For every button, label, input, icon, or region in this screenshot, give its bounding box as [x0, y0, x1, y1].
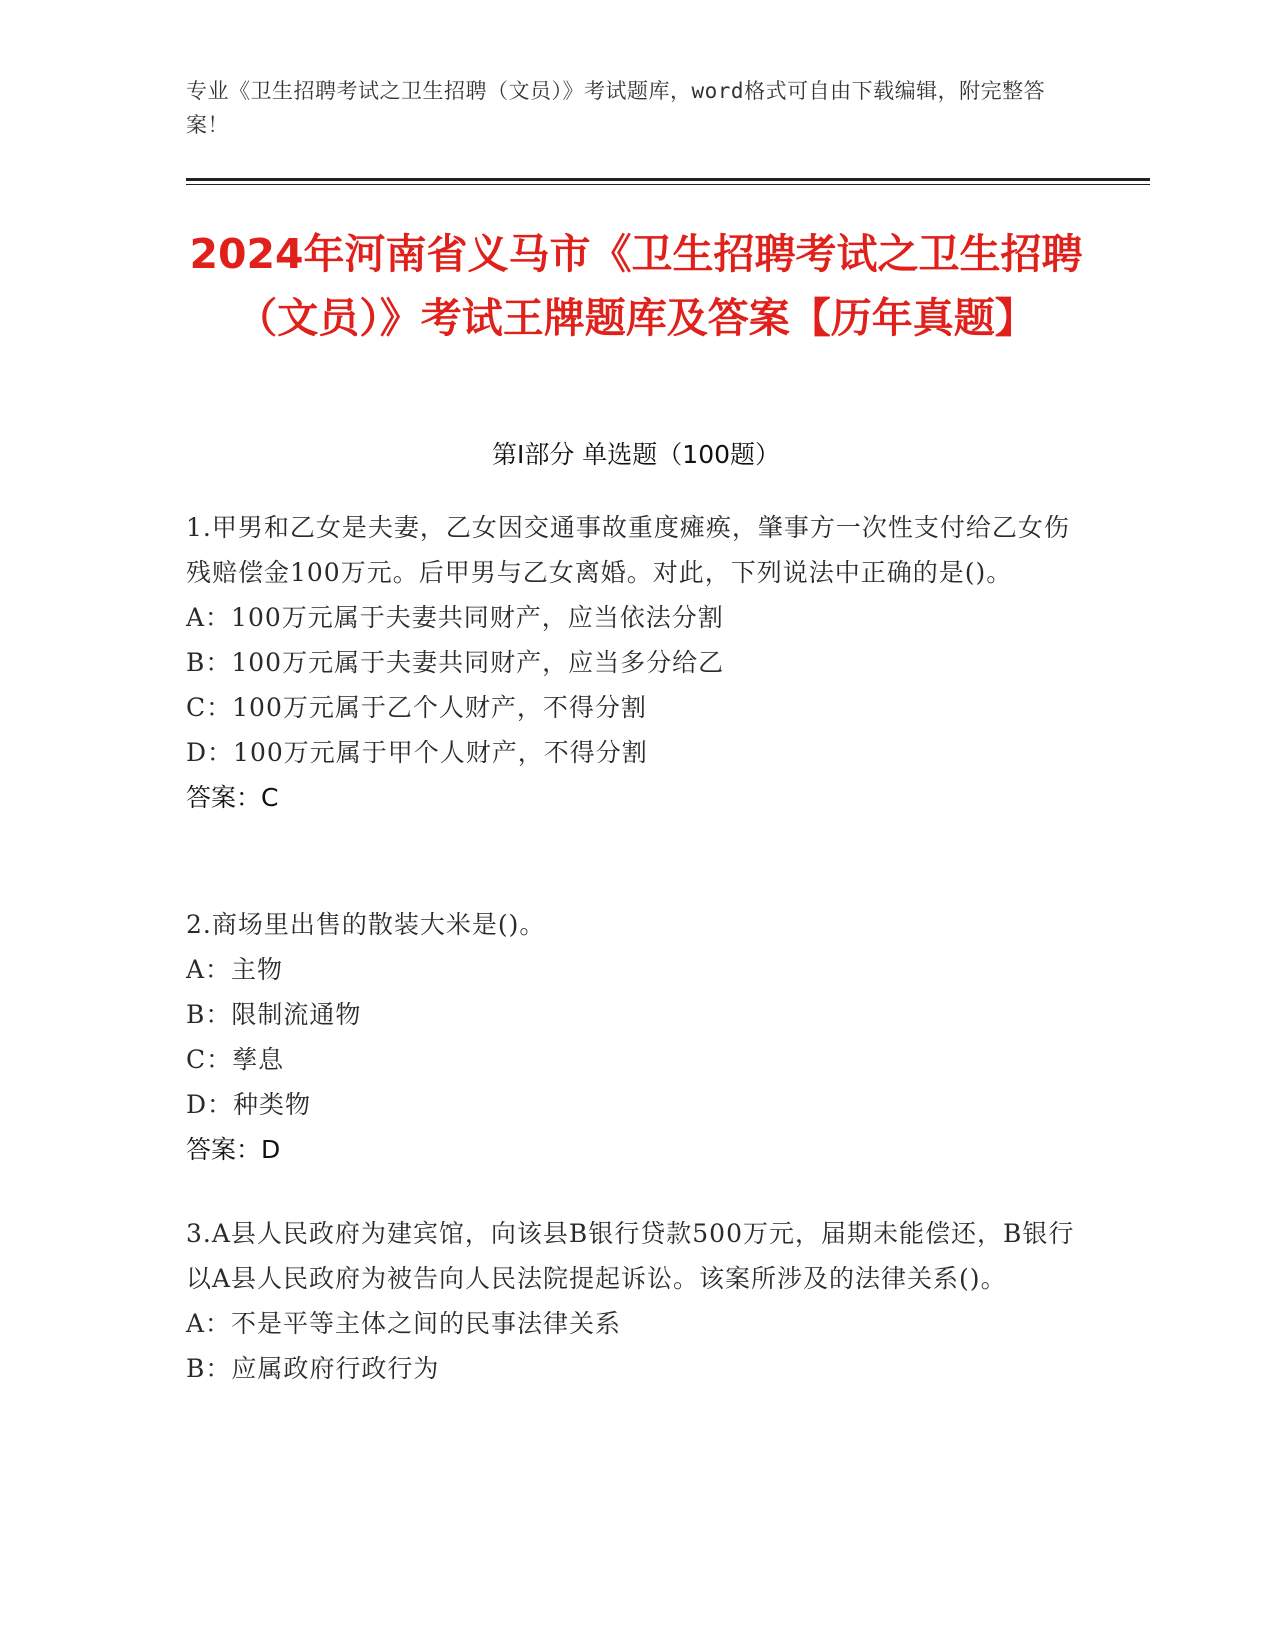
header-note: 专业《卫生招聘考试之卫生招聘（文员）》考试题库，word格式可自由下载编辑，附完整答案！: [186, 79, 1046, 137]
header-divider-thin: [186, 184, 1150, 185]
question-1-option-d: D：100万元属于甲个人财产，不得分割: [186, 738, 648, 767]
question-3-option-a: A：不是平等主体之间的民事法律关系: [186, 1309, 622, 1338]
question-3-text: 3.A县人民政府为建宾馆，向该县B银行贷款500万元，届期未能偿还，B银行以A县人民政府为被告向人民法院提起诉讼。该案所涉及的法律关系()。: [186, 1219, 1075, 1293]
question-1-text: 1.甲男和乙女是夫妻，乙女因交通事故重度瘫痪，肇事方一次性支付给乙女伤残赔偿金100万元。后甲男与乙女离婚。对此，下列说法中正确的是()。: [186, 513, 1070, 587]
header-divider-thick: [186, 178, 1150, 181]
question-2-answer: 答案：D: [186, 1135, 281, 1164]
question-2-text: 2.商场里出售的散装大米是()。: [186, 910, 546, 939]
question-1-option-a: A：100万元属于夫妻共同财产，应当依法分割: [186, 603, 724, 632]
question-2-option-a: A：主物: [186, 955, 284, 984]
question-2-option-c: C：孳息: [186, 1045, 285, 1074]
document-title: 2024年河南省义马市《卫生招聘考试之卫生招聘（文员）》考试王牌题库及答案【历年真题】: [189, 230, 1083, 342]
question-1: [186, 505, 1086, 820]
question-1-answer: 答案：C: [186, 783, 279, 812]
question-2-option-d: D：种类物: [186, 1090, 312, 1119]
question-2: [186, 902, 1086, 1172]
section-title: 第Ⅰ部分 单选题（100题）: [491, 440, 781, 469]
question-1-option-b: B：100万元属于夫妻共同财产，应当多分给乙: [186, 648, 725, 677]
question-2-option-b: B：限制流通物: [186, 1000, 362, 1029]
question-1-option-c: C：100万元属于乙个人财产，不得分割: [186, 693, 647, 722]
question-3: [186, 1211, 1086, 1391]
question-3-option-b: B：应属政府行政行为: [186, 1354, 440, 1383]
